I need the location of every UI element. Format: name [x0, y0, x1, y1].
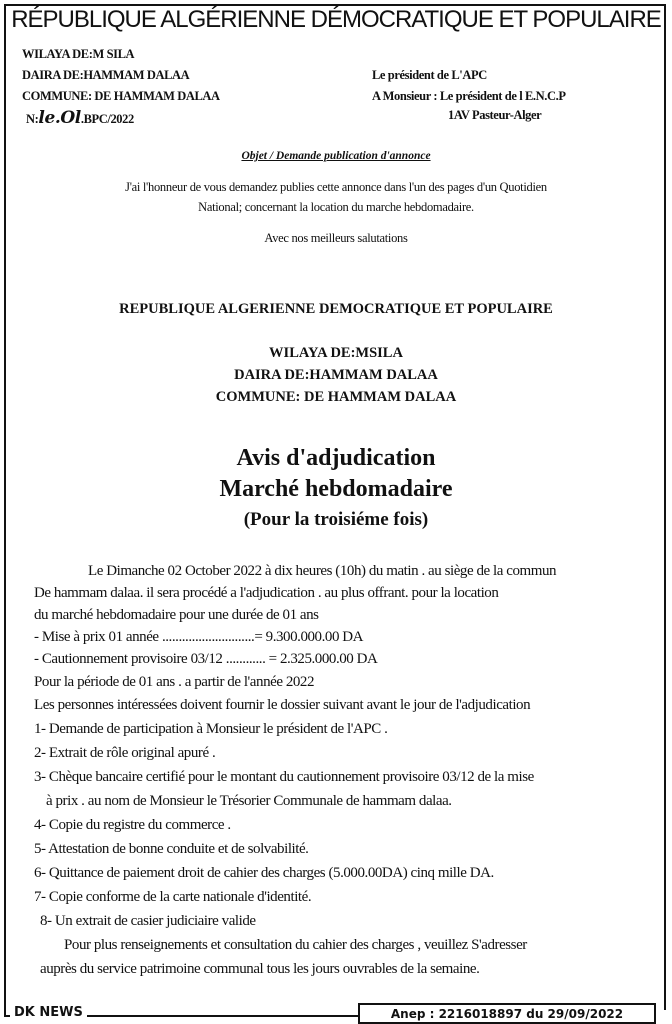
notice-line: De hammam dalaa. il sera procédé a l'adjudication . au plus offrant. pour la location	[34, 585, 499, 601]
letter-recipient: A Monsieur : Le président de l E.N.C.P	[372, 89, 566, 103]
footer-rule-left	[4, 1005, 6, 1017]
letter-title: RÉPUBLIQUE ALGÉRIENNE DÉMOCRATIQUE ET POPULAIRE	[11, 6, 661, 33]
notice-list-item: à prix . au nom de Monsieur le Trésorier Communale de hammam dalaa.	[46, 793, 452, 809]
notice-title-market: Marché hebdomadaire	[219, 476, 453, 502]
letter-wilaya: WILAYA DE:M SILA	[22, 47, 135, 61]
notice-line: - Cautionnement provisoire 03/12 ............ = 2.325.000.00 DA	[34, 651, 378, 667]
notice-list-item: 4- Copie du registre du commerce .	[34, 817, 231, 833]
notice-list-item: 8- Un extrait de casier judiciaire valide	[40, 913, 256, 929]
notice-commune: COMMUNE: DE HAMMAM DALAA	[215, 389, 457, 405]
notice-list-item: 7- Copie conforme de la carte nationale d'identité.	[34, 889, 312, 905]
notice-daira: DAIRA DE:HAMMAM DALAA	[234, 367, 438, 383]
notice-line: Les personnes intéressées doivent fournir le dossier suivant avant le jour de l'adjudication	[34, 697, 531, 713]
notice-title: Avis d'adjudication	[236, 445, 436, 471]
reference-suffix: .BPC/2022	[80, 112, 134, 126]
reference-prefix: N:	[26, 112, 39, 126]
letter-daira: DAIRA DE:HAMMAM DALAA	[22, 68, 190, 82]
letter-commune: COMMUNE: DE HAMMAM DALAA	[22, 89, 220, 103]
notice-list-item: 2- Extrait de rôle original apuré .	[34, 745, 216, 761]
notice-line: Le Dimanche 02 October 2022 à dix heures (10h) du matin . au siège de la commun	[88, 563, 557, 579]
letter-reference	[26, 108, 134, 128]
notice-list-item: 6- Quittance de paiement droit de cahier des charges (5.000.00DA) cinq mille DA.	[34, 865, 494, 881]
notice-wilaya: WILAYA DE:MSILA	[269, 345, 403, 361]
reference-handwritten: le.Ol	[38, 108, 81, 128]
letter-objet: Objet / Demande publication d'annonce	[241, 150, 431, 162]
notice-list-item: 1- Demande de participation à Monsieur le président de l'APC .	[34, 721, 388, 737]
notice-line: auprès du service patrimoine communal tous les jours ouvrables de la semaine.	[40, 961, 480, 977]
notice-line: - Mise à prix 01 année ............................= 9.300.000.00 DA	[34, 629, 364, 645]
anep-reference: Anep : 2216018897 du 29/09/2022	[358, 1003, 656, 1024]
letter-body-line: National; concernant la location du marche hebdomadaire.	[198, 200, 474, 214]
notice-header: REPUBLIQUE ALGERIENNE DEMOCRATIQUE ET POPULAIRE	[119, 301, 553, 317]
letter-closing: Avec nos meilleurs salutations	[264, 231, 408, 245]
notice-list-item: 5- Attestation de bonne conduite et de solvabilité.	[34, 841, 309, 857]
letter-sender: Le président de L'APC	[372, 68, 487, 82]
notice-subtitle: (Pour la troisiéme fois)	[243, 509, 429, 530]
letter-recipient-address: 1AV Pasteur-Alger	[448, 108, 542, 122]
notice-list-item: 3- Chèque bancaire certifié pour le montant du cautionnement provisoire 03/12 de la mise	[34, 769, 534, 785]
notice-line: Pour plus renseignements et consultation du cahier des charges , veuillez S'adresser	[64, 937, 527, 953]
publisher-name: DK NEWS	[10, 1005, 87, 1020]
notice-line: du marché hebdomadaire pour une durée de 01 ans	[34, 607, 319, 623]
notice-line: Pour la période de 01 ans . a partir de l'année 2022	[34, 674, 315, 690]
letter-body-line: J'ai l'honneur de vous demandez publies cette annonce dans l'un des pages d'un Quotidien	[125, 180, 547, 194]
